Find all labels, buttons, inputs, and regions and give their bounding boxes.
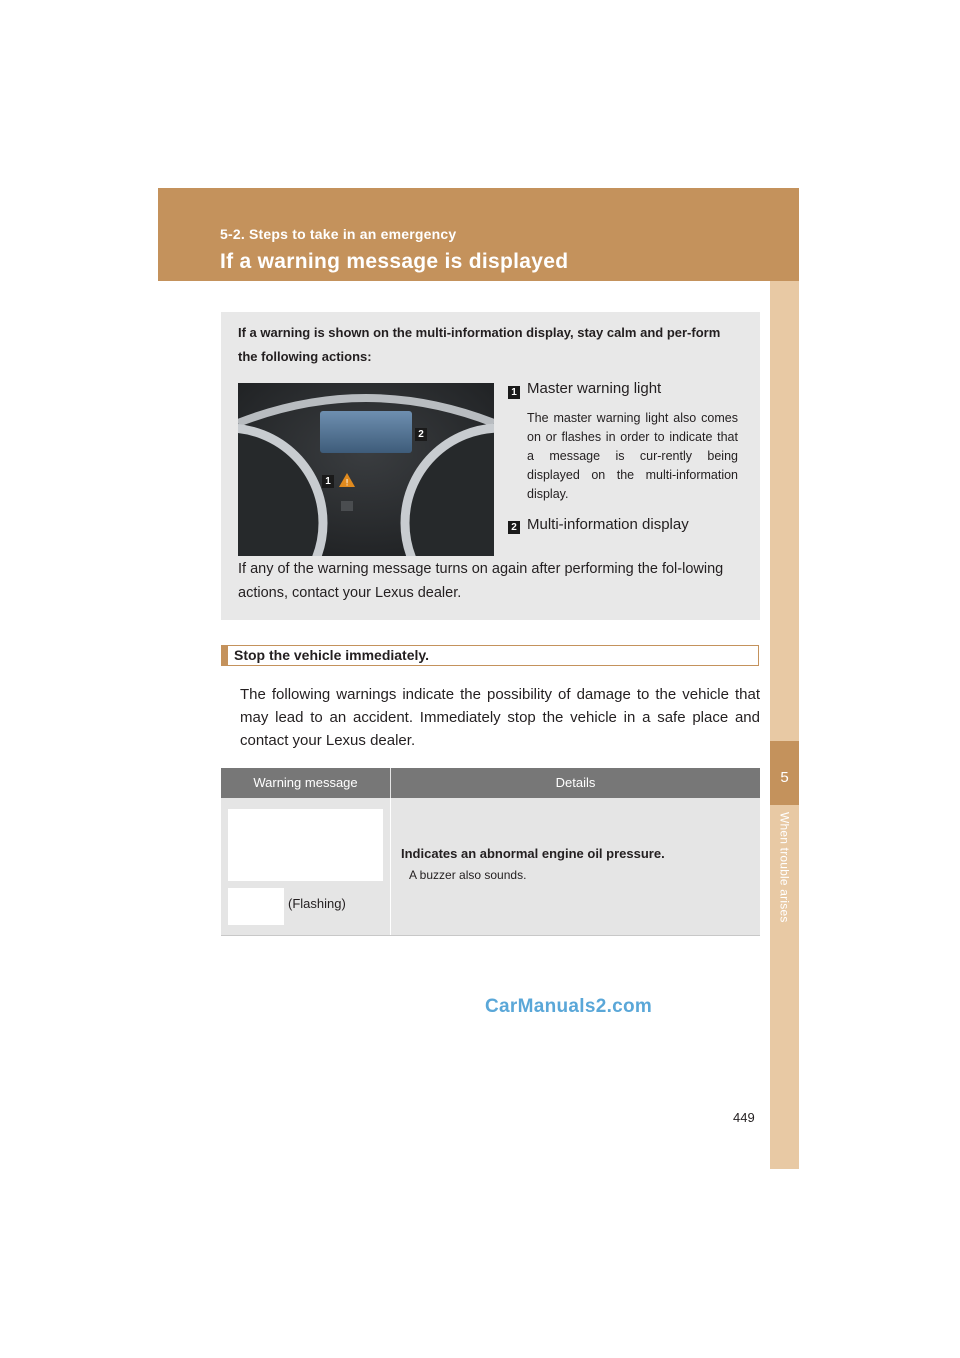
side-strip (770, 281, 799, 1169)
instrument-cluster-illustration (238, 383, 494, 556)
intro-panel (221, 312, 760, 620)
table-header-details: Details (391, 768, 760, 798)
column-divider (390, 798, 391, 935)
step-heading (221, 645, 759, 666)
flashing-label: (Flashing) (288, 896, 346, 911)
step-body: The following warnings indicate the possibility of damage to the vehicle that may lead to an accident. Immediately stop the vehicle in a safe place and contact your Lexus dealer. (240, 686, 760, 749)
intro-note: If any of the warning message turns on again after performing the fol-lowing actions, contact your Lexus dealer. (238, 561, 724, 601)
detail-sub: A buzzer also sounds. (409, 868, 527, 882)
item-2-marker: 2 (508, 521, 520, 534)
page-title: If a warning message is displayed (220, 250, 569, 273)
svg-text:!: ! (345, 478, 349, 489)
chapter-title: When trouble arises (777, 812, 792, 923)
warning-table (221, 768, 760, 936)
chapter-header (158, 188, 799, 281)
callout-1: 1 (322, 475, 334, 488)
intro-lead: If a warning is shown on the multi-information display, stay calm and per-form the following actions: (238, 325, 721, 364)
watermark[interactable]: CarManuals2.com (485, 996, 653, 1017)
warning-message-image (228, 809, 383, 881)
master-warning-title: Master warning light (527, 380, 662, 397)
callout-2: 2 (415, 428, 427, 441)
detail-main: Indicates an abnormal engine oil pressure. (401, 846, 665, 861)
chapter-tab (770, 741, 799, 805)
step-heading-text: Stop the vehicle immediately. (234, 647, 430, 663)
item-1-marker: 1 (508, 386, 520, 399)
section-label: 5-2. Steps to take in an emergency (220, 226, 457, 242)
multi-info-display-title: Multi-information display (527, 516, 689, 533)
master-warning-description: The master warning light also comes on or flashes in order to indicate that a message is cur-rently being displayed on the multi-information display. (527, 411, 738, 501)
instrument-cluster-image (238, 383, 494, 556)
chapter-number: 5 (780, 769, 789, 786)
warning-icon-image (228, 888, 284, 925)
table-header-warning-message: Warning message (221, 768, 390, 798)
page-number: 449 (733, 1110, 755, 1125)
